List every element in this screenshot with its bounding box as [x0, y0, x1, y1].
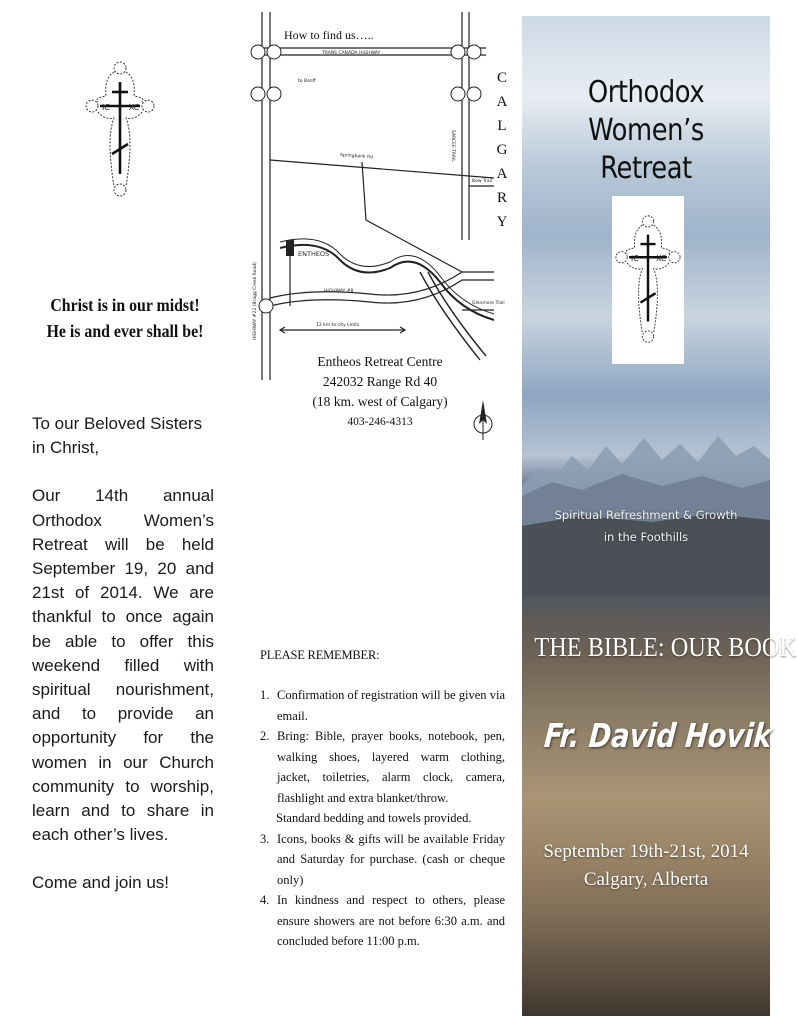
bedding-note: Standard bedding and towels provided. [276, 811, 472, 825]
list-text: Bring: Bible, prayer books, notebook, pen, walking shoes, layered warm clothing, jacket, toiletries, alarm clock, camera, flashlight and extra blanket/throw. [277, 729, 505, 805]
centre-name: Entheos Retreat Centre [317, 354, 443, 369]
tagline-line-2: in the Foothills [603, 530, 689, 544]
list-number: 3. [260, 831, 270, 846]
welcome-letter [32, 412, 214, 920]
list-text: Confirmation of registration will be given via email. [277, 688, 505, 723]
directions-map [250, 10, 506, 390]
list-item [260, 829, 505, 891]
cover-speaker: Fr. David Hovik [542, 716, 774, 755]
cover-panel [522, 16, 797, 1016]
cover-theme: THE BIBLE: OUR BOOK [534, 632, 797, 662]
cover-title-line-1: Orthodox Women’s [587, 75, 705, 148]
centre-note: (18 km. west of Calgary) [312, 394, 448, 409]
label-glenmore: Glenmore Trail [472, 301, 505, 306]
remember-title: PLEASE REMEMBER: [260, 648, 380, 662]
tagline-line-1: Spiritual Refreshment & Growth [554, 508, 738, 522]
cross-letters-xc: XC [656, 254, 667, 264]
label-bow-trail: Bow Trail [472, 179, 493, 184]
calgary-letter: A [496, 166, 508, 182]
label-sarcee: SARCEE TRAIL [450, 130, 455, 162]
cross-letters-ic: IC [102, 103, 110, 112]
calgary-letter: Y [496, 214, 508, 230]
calgary-letter: G [496, 142, 508, 158]
letter-greeting: To our Beloved Sisters in Christ, [32, 414, 203, 458]
letter-body: Our 14th annual Orthodox Women’s Retreat will be held September 19, 20 and 21st of 2014. We are thankful to once again be able to offer this weekend filled with spiritual nourishment, and to provide an opportunity for the women in our Church community to worship, learn and to share in each other’s lives. [32, 486, 214, 845]
list-item [260, 726, 505, 808]
orthodox-cross-icon [84, 58, 156, 200]
left-panel [0, 0, 250, 1024]
remember-list [260, 685, 505, 952]
orthodox-cross-icon [614, 204, 682, 354]
list-text: Icons, books & gifts will be available Friday and Saturday for purchase. (cash or cheque only) [277, 831, 505, 887]
list-number: 2. [260, 729, 270, 743]
retreat-centre-info [300, 352, 460, 432]
label-entheos: ENTHEOS [298, 250, 330, 258]
motto-line-2: He is and ever shall be! [46, 321, 204, 341]
cross-letters-xc: XC [128, 103, 140, 112]
motto [33, 292, 218, 344]
list-number: 4. [260, 893, 270, 907]
cover-location: Calgary, Alberta [583, 869, 709, 890]
label-highway-22: HIGHWAY #22 (Bragg Creek Road) [253, 262, 258, 340]
list-item [260, 890, 505, 952]
cover-title-line-2: Retreat [600, 151, 692, 186]
label-distance: 12 km to city limits [316, 323, 360, 328]
cover-cross-box [612, 196, 684, 364]
centre-address: 242032 Range Rd 40 [322, 374, 438, 389]
calgary-letter: R [496, 190, 507, 206]
cover-title [539, 74, 752, 188]
label-trans-canada: TRANS CANADA HIGHWAY [322, 51, 381, 56]
cross-letters-ic: IC [631, 254, 639, 264]
calgary-letter: C [496, 70, 507, 86]
north-arrow-icon [470, 398, 496, 444]
centre-phone: 403-246-4313 [347, 416, 413, 428]
please-remember-section [260, 648, 505, 952]
calgary-letter: L [497, 118, 507, 134]
label-springbank: Springbank Rd. [339, 153, 375, 161]
middle-panel [250, 0, 522, 1024]
list-number: 1. [260, 688, 270, 702]
calgary-vertical [494, 66, 510, 234]
cover-dates [522, 838, 770, 894]
calgary-letter: A [496, 94, 508, 110]
letter-closing: Come and join us! [32, 873, 170, 893]
label-to-banff: to Banff [298, 79, 316, 84]
motto-line-1: Christ is in our midst! [50, 295, 200, 315]
list-text: In kindness and respect to others, please ensure showers are not before 6:30 a.m. and concluded before 11:00 p.m. [277, 893, 505, 948]
label-highway-8: HIGHWAY #8 [324, 289, 354, 294]
cover-date-range: September 19th-21st, 2014 [543, 841, 749, 862]
cover-tagline [542, 504, 750, 548]
map-title: How to find us….. [284, 28, 374, 42]
list-item [260, 685, 505, 726]
